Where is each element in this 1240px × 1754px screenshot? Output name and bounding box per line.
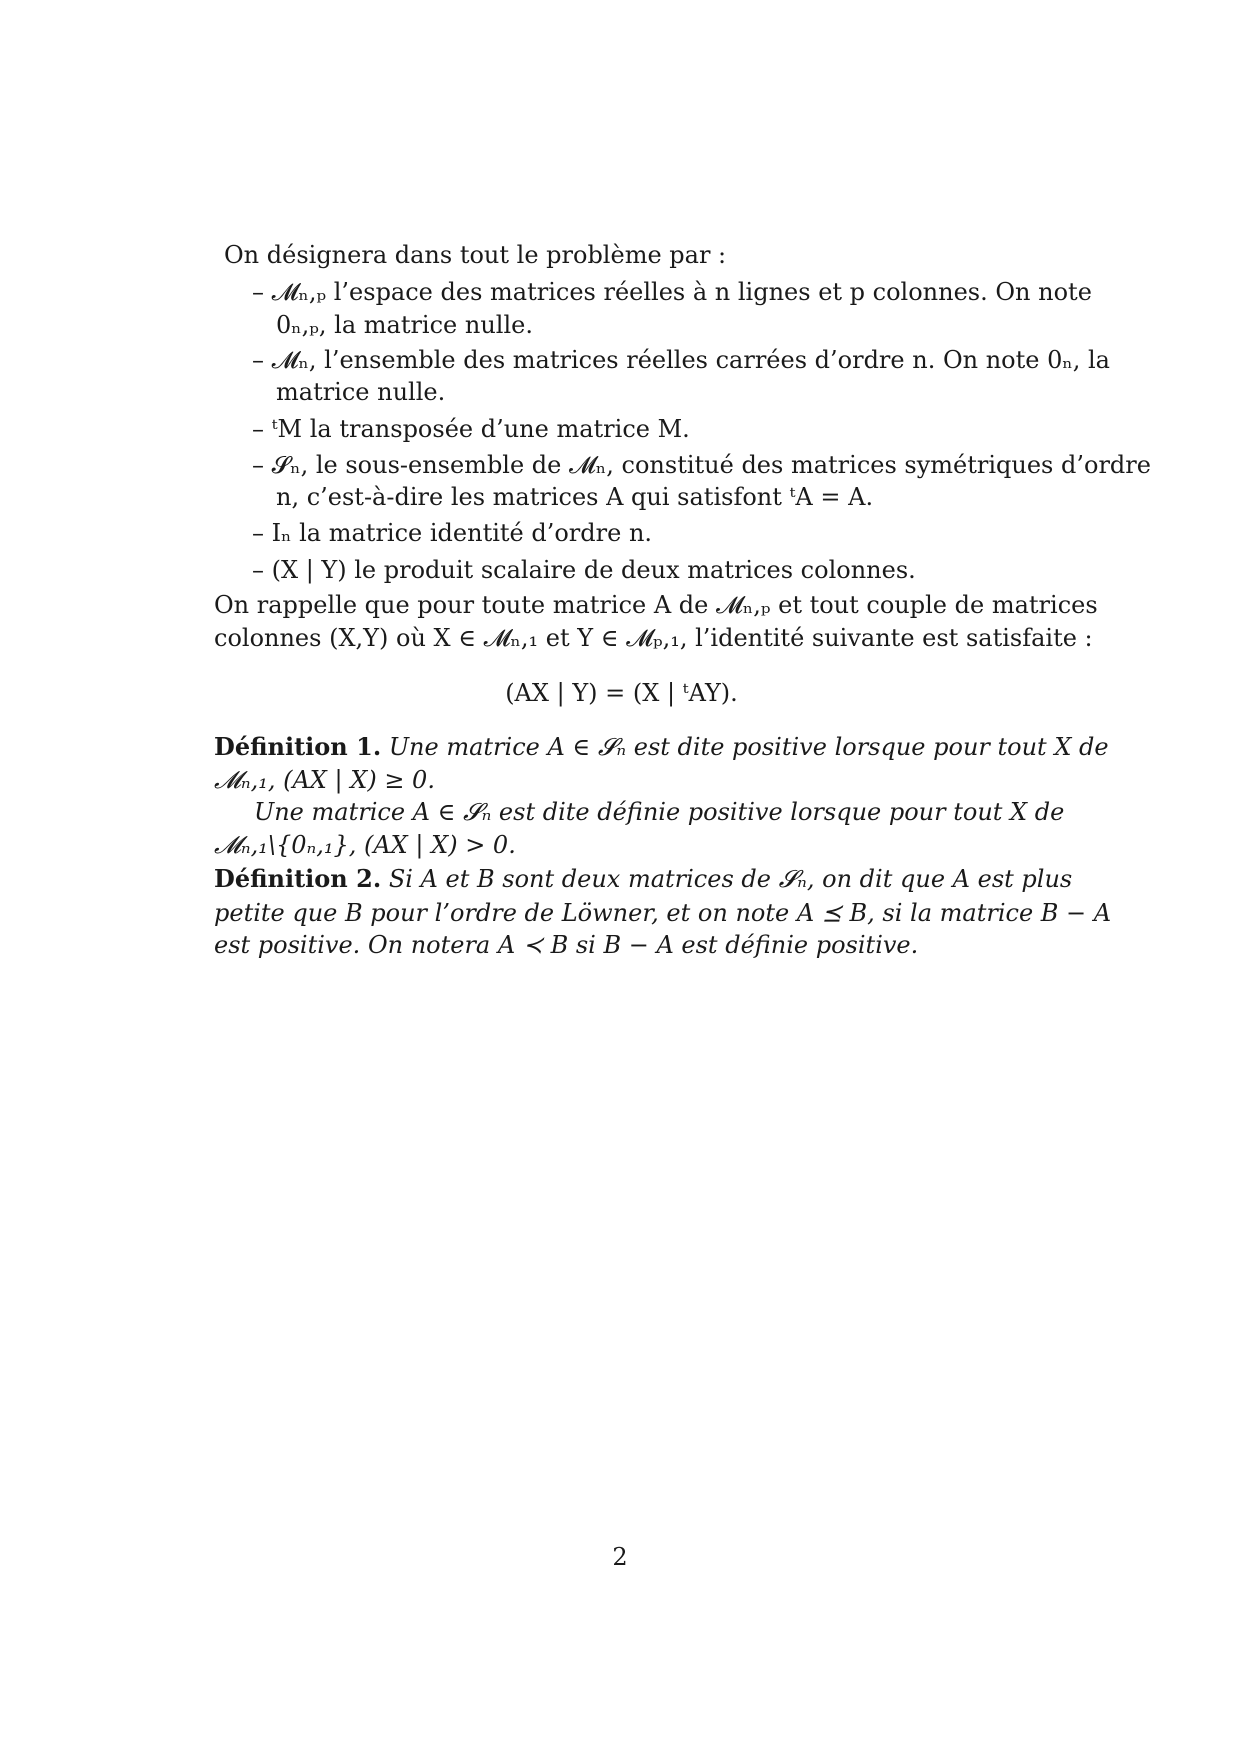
list-item: – 𝓢ₙ, le sous-ensemble de 𝓜ₙ, constitué des matrices symétriques d’ordre — [252, 451, 1151, 479]
list-item: – 𝓜ₙ,ₚ l’espace des matrices réelles à n lignes et p colonnes. On note — [252, 278, 1092, 306]
definition-2-label: Définition 2. — [214, 864, 382, 893]
list-item: – ᵗM la transposée d’une matrice M. — [252, 415, 690, 443]
recall-paragraph-line: On rappelle que pour toute matrice A de 𝓜ₙ,ₚ et tout couple de matrices — [214, 591, 1098, 619]
list-item: – Iₙ la matrice identité d’ordre n. — [252, 519, 653, 547]
definition-2-line: est positive. On notera A ≺ B si B − A est définie positive. — [214, 931, 919, 959]
definition-1-line — [214, 732, 1109, 762]
list-item: – (X | Y) le produit scalaire de deux matrices colonnes. — [252, 556, 916, 584]
list-item-continuation: n, c’est-à-dire les matrices A qui satisfont ᵗA = A. — [276, 483, 874, 511]
list-item-continuation: matrice nulle. — [276, 378, 446, 406]
list-item-continuation: 0ₙ,ₚ, la matrice nulle. — [276, 311, 533, 339]
intro-text: On désignera dans tout le problème par : — [224, 241, 727, 269]
definition-2-line — [214, 864, 1073, 894]
definition-1-line: Une matrice A ∈ 𝓢ₙ est dite définie positive lorsque pour tout X de — [254, 798, 1065, 826]
page-number: 2 — [612, 1543, 628, 1571]
definition-1-line: 𝓜ₙ,₁, (AX | X) ≥ 0. — [214, 766, 435, 794]
definition-2-line: petite que B pour l’ordre de Löwner, et on note A ⪯ B, si la matrice B − A — [214, 899, 1112, 927]
recall-paragraph-line: colonnes (X,Y) où X ∈ 𝓜ₙ,₁ et Y ∈ 𝓜ₚ,₁, l’identité suivante est satisfaite : — [214, 624, 1093, 652]
definition-1-label: Définition 1. — [214, 732, 382, 761]
list-item: – 𝓜ₙ, l’ensemble des matrices réelles carrées d’ordre n. On note 0ₙ, la — [252, 346, 1110, 374]
definition-1-line: 𝓜ₙ,₁\{0ₙ,₁}, (AX | X) > 0. — [214, 831, 516, 859]
display-equation: (AX | Y) = (X | ᵗAY). — [505, 679, 738, 707]
definition-1-text: Une matrice A ∈ 𝓢ₙ est dite positive lorsque pour tout X de — [388, 733, 1109, 761]
definition-2-text: Si A et B sont deux matrices de 𝓢ₙ, on dit que A est plus — [388, 865, 1073, 893]
